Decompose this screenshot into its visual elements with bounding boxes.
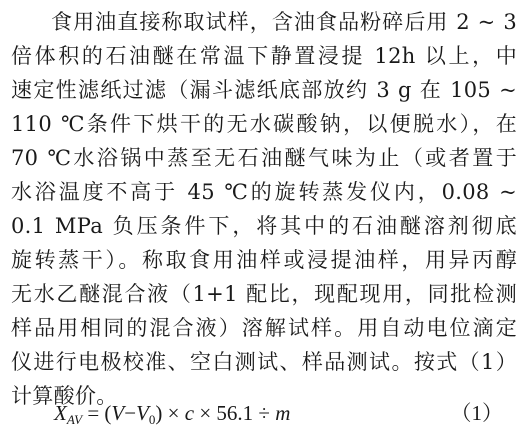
formula-subscript-av: AV	[66, 412, 83, 427]
formula-symbol-v0: V	[136, 401, 149, 425]
paragraph-line: 110 ℃条件下烘干的无水碳酸钠，以便脱水），在	[11, 112, 517, 136]
formula-constant: × 56.1 ÷	[194, 401, 276, 425]
paragraph-line: 70 ℃水浴锅中蒸至无石油醚气味为止（或者置于	[11, 146, 517, 170]
paragraph-line: 无水乙醚混合液（1+1 配比，现配现用，同批检测	[11, 282, 517, 306]
paragraph-line: 0.1 MPa 负压条件下，将其中的石油醚溶剂彻底	[11, 214, 517, 238]
formula-minus: −	[124, 401, 137, 425]
paragraph-line: 旋转蒸干）。称取食用油样或浸提油样，用异丙醇	[11, 248, 517, 272]
paragraph-line: 速定性滤纸过滤（漏斗滤纸底部放约 3 g 在 105 ~	[11, 78, 517, 102]
formula-times: ) ×	[155, 401, 185, 425]
acid-value-formula	[54, 396, 290, 430]
paragraph-line: 水浴温度不高于 45 ℃的旋转蒸发仪内，0.08 ~	[11, 180, 517, 204]
formula-symbol-c: c	[184, 401, 195, 425]
formula-subscript-0: 0	[148, 412, 156, 427]
paragraph-line: 样品用相同的混合液）溶解试样。用自动电位滴定	[11, 316, 517, 340]
paragraph-line: 仪进行电极校准、空白测试、样品测试。按式（1）	[11, 350, 517, 374]
formula-symbol-v: V	[111, 401, 125, 425]
formula-symbol-x: X	[54, 401, 67, 425]
formula-equals: = (	[82, 401, 112, 425]
body-paragraph	[11, 5, 517, 413]
paragraph-line: 计算酸价。	[11, 384, 118, 408]
paragraph-line: 食用油直接称取试样，含油食品粉碎后用 2 ~ 3	[51, 10, 517, 34]
formula-symbol-m: m	[275, 401, 291, 425]
equation-number: （1）	[450, 401, 503, 425]
paragraph-line: 倍体积的石油醚在常温下静置浸提 12h 以上，中	[11, 44, 517, 68]
